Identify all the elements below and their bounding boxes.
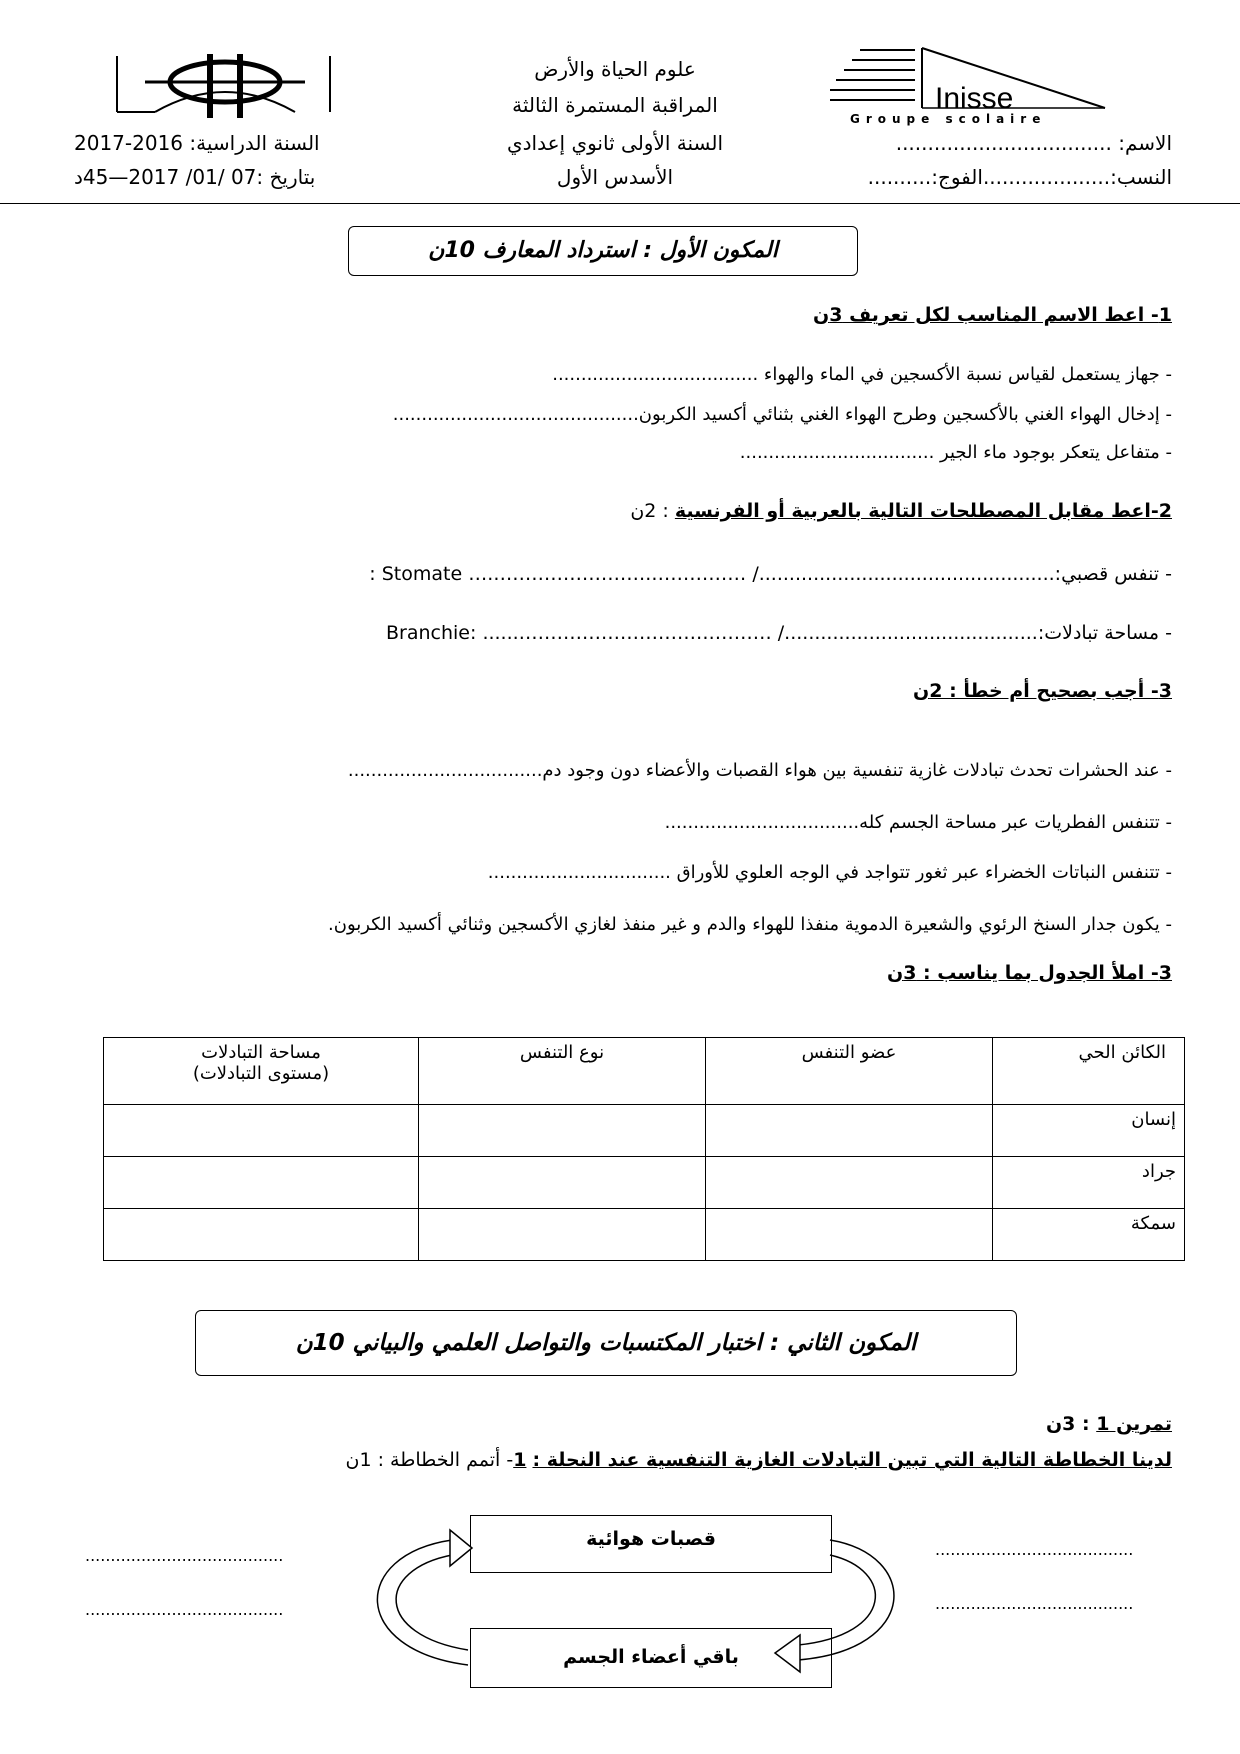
q1-item[interactable]: - متفاعل يتعكر بوجود ماء الجير ..................................	[739, 442, 1172, 463]
header-respiratory-organ: عضو التنفس	[706, 1038, 993, 1105]
right-inner-arc	[798, 1555, 875, 1645]
q1-title: 1- اعط الاسم المناسب لكل تعريف 3ن	[813, 304, 1172, 326]
header-exchange-surface-line2: (مستوى التبادلات)	[192, 1063, 330, 1084]
part1-title: المكون الأول : استرداد المعارف 10ن	[348, 226, 858, 276]
q1-item[interactable]: - إدخال الهواء الغني بالأكسجين وطرح الهواء الغني بثنائي أكسيد الكربون...........................................	[392, 404, 1172, 425]
header-exchange-surface	[104, 1038, 419, 1105]
arrow-head-down-icon	[775, 1635, 800, 1672]
cell-organism: إنسان	[993, 1105, 1185, 1157]
table-row	[104, 1157, 1185, 1209]
task-text: - أتمم الخطاطة : 1ن	[345, 1449, 514, 1471]
exercise-intro-line	[346, 1449, 1172, 1471]
exam-date: بتاريخ :07 /01/ 2017—45د	[74, 165, 316, 189]
q1-item[interactable]: - جهاز يستعمل لقياس نسبة الأكسجين في الماء والهواء ....................................	[552, 364, 1172, 385]
table-row	[104, 1105, 1185, 1157]
q3-item[interactable]: - تتنفس الفطريات عبر مساحة الجسم كله..................................	[664, 812, 1172, 833]
exercise-points: : 3ن	[1045, 1413, 1097, 1435]
q2-item[interactable]: - مساحة تبادلات:........................................../ ……….…………………………...... :Branchie	[386, 622, 1172, 644]
table-cell[interactable]	[706, 1157, 993, 1209]
table-cell[interactable]	[104, 1105, 419, 1157]
organisms-table	[103, 1037, 1185, 1261]
q2-points: : 2ن	[630, 500, 669, 522]
q2-item[interactable]: - تنفس قصبي:................................................./ …………….…………………….… Stomate :	[369, 563, 1172, 585]
cell-organism: جراد	[993, 1157, 1185, 1209]
q3-title: 3- أجب بصحيح أم خطأ : 2ن	[913, 680, 1172, 702]
surname-group-field[interactable]: النسب:....................الفوج:..........	[867, 165, 1172, 189]
table-cell[interactable]	[104, 1209, 419, 1261]
part2-title: المكون الثاني : اختبار المكتسبات والتواصل العلمي والبياني 10ن	[195, 1310, 1017, 1376]
exam-title: المراقبة المستمرة الثالثة	[512, 93, 718, 117]
subject: علوم الحياة والأرض	[534, 57, 696, 81]
answer-blank-left-2[interactable]: .......................................	[85, 1600, 284, 1619]
q3-item[interactable]: - يكون جدار السنخ الرئوي والشعيرة الدموية منفذا للهواء والدم و غير منفذ لغازي الأكسجين وثنائي أكسيد الكربون.	[328, 914, 1172, 935]
table-cell[interactable]	[419, 1209, 706, 1261]
right-outer-arc	[798, 1540, 894, 1660]
header-divider	[0, 203, 1240, 204]
header-organism: الكائن الحي	[993, 1038, 1185, 1105]
semester: الأسدس الأول	[556, 165, 674, 189]
q2-title: 2-اعط مقابل المصطلحات التالية بالعربية أو الفرنسية	[674, 500, 1172, 522]
q2-heading	[630, 500, 1172, 522]
header-exchange-surface-line1: مساحة التبادلات	[201, 1042, 321, 1063]
exchange-cycle-arrows	[350, 1510, 910, 1700]
table-header-row	[104, 1038, 1185, 1105]
table-cell[interactable]	[706, 1209, 993, 1261]
q4-title: 3- املأ الجدول بما يناسب : 3ن	[886, 962, 1172, 984]
task-number: 1	[513, 1449, 527, 1471]
name-field[interactable]: الاسم: ..................................	[895, 131, 1172, 155]
left-inner-arc	[396, 1555, 468, 1650]
exercise-heading	[1046, 1413, 1172, 1435]
table-row	[104, 1209, 1185, 1261]
school-seal-logo	[115, 52, 335, 122]
q3-item[interactable]: - عند الحشرات تحدث تبادلات غازية تنفسية بين هواء القصبات والأعضاء دون وجود دم..................................	[347, 760, 1172, 781]
table-cell[interactable]	[706, 1105, 993, 1157]
table-cell[interactable]	[419, 1157, 706, 1209]
answer-blank-right-2[interactable]: .......................................	[935, 1594, 1134, 1613]
q3-item[interactable]: - تتنفس النباتات الخضراء عبر ثغور تتواجد في الوجه العلوي للأوراق ................................	[487, 862, 1172, 883]
answer-blank-right-1[interactable]: .......................................	[935, 1540, 1134, 1559]
level: السنة الأولى ثانوي إعدادي	[506, 131, 724, 155]
header-respiration-type: نوع التنفس	[419, 1038, 706, 1105]
table-cell[interactable]	[104, 1157, 419, 1209]
school-year: السنة الدراسية: 2016-2017	[74, 131, 320, 155]
answer-blank-left-1[interactable]: .......................................	[85, 1546, 284, 1565]
table-cell[interactable]	[419, 1105, 706, 1157]
arrow-head-up-icon	[450, 1530, 472, 1566]
cell-organism: سمكة	[993, 1209, 1185, 1261]
box-air-trachea: قصبات هوائية	[470, 1515, 832, 1573]
brand-subtitle: Groupe scolaire	[850, 112, 1047, 126]
exercise-label: تمرين 1	[1096, 1413, 1172, 1435]
exercise-intro: لدينا الخطاطة التالية التي تبين التبادلات الغازية التنفسية عند النحلة :	[532, 1449, 1172, 1471]
brand-name: Inisse	[935, 82, 1014, 115]
box-body-organs: باقي أعضاء الجسم	[470, 1628, 832, 1688]
